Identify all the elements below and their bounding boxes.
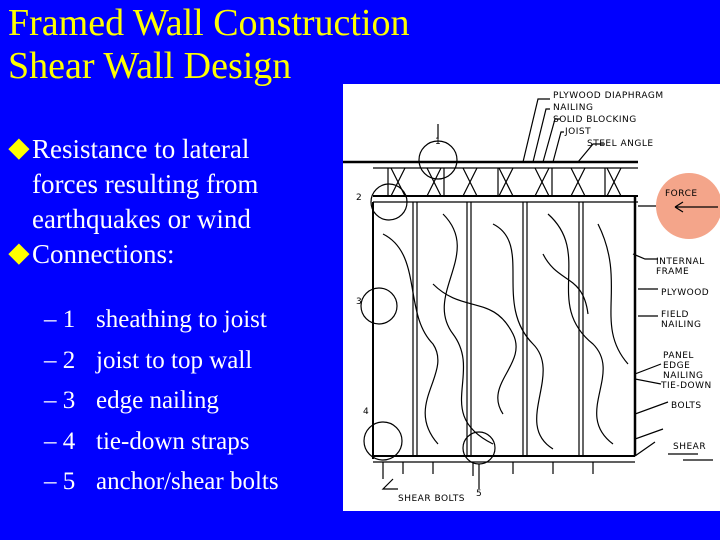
callout-number: 1 [435,137,442,147]
internal-frame-label: FRAME [656,267,690,277]
title-line-2: Shear Wall Design [8,45,292,87]
nailing-label: NAILING [553,103,594,113]
list-number: – 1 [44,306,76,333]
callout-number: 5 [476,489,483,499]
callout-number: 2 [356,193,363,203]
bullet-line: Resistance to lateral [32,134,250,164]
bullet-item [10,237,350,272]
bullet-line: forces resulting from [32,169,259,199]
list-item [44,462,279,503]
panel-edge-nailing-label: PANEL [663,351,694,361]
bullet-line: earthquakes or wind [32,204,251,234]
list-text: anchor/shear bolts [96,468,279,495]
bolts-label: BOLTS [671,401,702,411]
steel-angle-label: STEEL ANGLE [587,139,654,149]
list-number: – 2 [44,346,76,374]
plywood-diaphragm-label: PLYWOOD DIAPHRAGM [553,91,664,101]
diamond-bullet-icon [8,138,29,159]
plywood-label: PLYWOOD [661,288,710,298]
force-highlight [656,173,720,239]
list-item [44,300,279,341]
callout-number: 4 [363,407,370,417]
callout-labels [356,91,712,504]
list-text: edge nailing [96,387,219,414]
field-nailing-label: NAILING [661,320,702,330]
tie-down-label: TIE-DOWN [661,381,712,391]
connections-list [44,300,279,503]
shear-label: SHEAR [673,442,707,452]
title-line-1: Framed Wall Construction [8,2,410,44]
field-nailing-label: FIELD [661,310,689,320]
diamond-bullet-icon [8,243,29,264]
panel-edge-nailing-label: NAILING [663,371,704,381]
shear-wall-drawing [343,84,720,511]
slide-title [8,2,410,88]
list-text: joist to top wall [96,346,253,374]
list-item [44,341,279,382]
list-number: – 4 [44,427,76,455]
bullet-list [10,132,350,272]
list-number: – 3 [44,387,76,414]
bullet-line: Connections: [32,239,175,269]
callout-number: 3 [356,297,363,307]
list-number: – 5 [44,468,76,495]
shear-bolts-label: SHEAR BOLTS [398,494,466,504]
list-text: sheathing to joist [96,306,267,333]
bullet-item [10,132,350,167]
solid-blocking-label: SOLID BLOCKING [553,115,637,125]
list-item [44,381,279,422]
joist-label: JOIST [565,127,592,137]
list-item [44,422,279,463]
force-label: FORCE [665,189,698,199]
shear-wall-sketch [343,84,720,511]
list-text: tie-down straps [96,427,250,455]
panel-edge-nailing-label: EDGE [663,361,691,371]
internal-frame-label: INTERNAL [656,257,705,267]
